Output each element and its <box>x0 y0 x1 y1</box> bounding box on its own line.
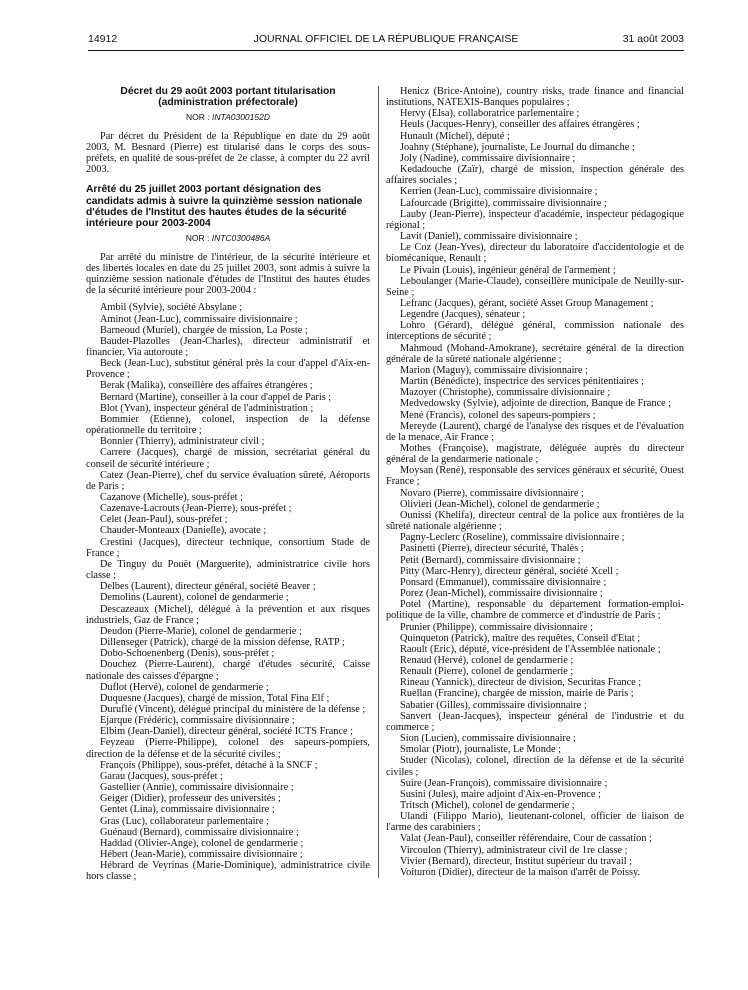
list-item: Vivier (Bernard), directeur, Institut supérieur du travail ; <box>400 855 632 867</box>
journal-title: JOURNAL OFFICIEL DE LA RÉPUBLIQUE FRANÇAISE <box>253 33 519 45</box>
issue-date: 31 août 2003 <box>622 33 684 45</box>
list-item: Lohro (Gérard), délégué général, commission nationale des interceptions de sécurité ; <box>386 320 684 343</box>
list-item: Demolins (Laurent), colonel de gendarmerie ; <box>100 592 289 604</box>
list-item: De Tinguy du Pouët (Marguerite), administratrice civile hors classe ; <box>86 558 370 582</box>
list-item: Dobo-Schoenenberg (Denis), sous-préfet ; <box>100 648 275 660</box>
list-item: Celet (Jean-Paul), sous-préfet ; <box>100 514 228 526</box>
decree1-title: Décret du 29 août 2003 portant titularisation (administration préfectorale) <box>120 86 336 109</box>
nor-code: INTA0300152D <box>212 111 270 122</box>
list-item: Legendre (Jacques), sénateur ; <box>400 309 526 321</box>
list-item: Moysan (René), responsable des services généraux et sécurité, Ouest France ; <box>386 465 684 488</box>
decree1-body: Par décret du Président de la République en date du 29 août 2003, M. Besnard (Pierre) est titularisé dans le corps des sous-préfets, en qualité de sous-préfet de 2e classe, à compter du 22 avril 2003. <box>86 130 370 176</box>
nor-label: NOR : <box>185 232 210 243</box>
list-item: Baudet-Plazolles (Jean-Charles), directeur administratif et financier, Via autoroute ; <box>86 335 370 358</box>
list-item: Kedadouche (Zaïr), chargé de mission, inspection générale des affaires sociales ; <box>386 164 684 187</box>
list-item: Deudon (Pierre-Marie), colonel de gendarmerie ; <box>100 625 302 637</box>
list-item: Suire (Jean-François), commissaire divisionnaire ; <box>400 777 608 789</box>
list-item: Kerrien (Jean-Luc), commissaire divisionnaire ; <box>400 186 598 198</box>
list-item: Mereyde (Laurent), chargé de l'analyse des risques et de l'évaluation de la menace, Air France ; <box>386 420 684 443</box>
list-item: Haddad (Olivier-Ange), colonel de gendarmerie ; <box>100 837 304 849</box>
list-item: Ponsard (Emmanuel), commissaire divisionnaire ; <box>400 576 607 588</box>
list-item: Hébrard de Veyrinas (Marie-Dominique), administratrice civile hors classe ; <box>86 860 370 883</box>
list-item: Duquesne (Jacques), chargé de mission, Total Fina Elf ; <box>100 692 330 704</box>
list-item: Lauby (Jean-Pierre), inspecteur d'académie, inspecteur pédagogique régional ; <box>386 208 684 231</box>
decree2-intro: Par arrêté du ministre de l'intérieur, de la sécurité intérieure et des libertés locales en date du 25 juillet 2003, sont admis à suivre la quinzième session nationale d'études de l'Institut des hautes études de la sécurité intérieure pour 2003-2004 : <box>86 251 370 297</box>
list-item: Henicz (Brice-Antoine), country risks, trade finance and financial institutions, NATEXIS-Banques populaires ; <box>386 86 684 109</box>
list-item: Carrere (Jacques), chargé de mission, secrétariat général du conseil de sécurité intérieure ; <box>86 447 370 470</box>
list-item: Susini (Jules), maire adjoint d'Aix-en-Provence ; <box>400 788 601 800</box>
header-rule <box>88 50 684 51</box>
list-item: Novaro (Pierre), commissaire divisionnaire ; <box>400 487 584 499</box>
list-item: Feyzeau (Pierre-Philippe), colonel des sapeurs-pompiers, direction de la défense et de la sécurité civiles ; <box>86 737 370 760</box>
page-number: 14912 <box>88 33 118 45</box>
list-item: Rineau (Yannick), directeur de division, Securitas France ; <box>400 677 642 689</box>
list-item: Catez (Jean-Pierre), chef du service évaluation sûreté, Aéroports de Paris ; <box>86 469 370 492</box>
left-column <box>86 86 370 882</box>
list-item: Porez (Jean-Michel), commissaire divisionnaire ; <box>400 588 603 600</box>
list-item: Beck (Jean-Luc), substitut général près la cour d'appel d'Aix-en-Provence ; <box>86 358 370 381</box>
list-item: Mahmoud (Mohand-Amokrane), secrétaire général de la direction générale de la sûreté nationale algérienne ; <box>386 342 684 365</box>
list-item: Duflot (Hervé), colonel de gendarmerie ; <box>100 681 269 693</box>
list-item: Pitty (Marc-Henry), directeur général, société Xcell ; <box>400 565 619 577</box>
list-item: Ulandi (Filippo Mario), lieutenant-colonel, officier de liaison de l'arme des carabiniers ; <box>386 811 684 834</box>
list-item: Pagny-Leclerc (Roseline), commissaire divisionnaire ; <box>400 532 625 544</box>
list-item: Joahny (Stéphane), journaliste, Le Journal du dimanche ; <box>400 141 635 153</box>
column-separator <box>378 86 379 878</box>
list-item: Cazanove (Michelle), sous-préfet ; <box>100 492 243 503</box>
decree2-nor <box>86 233 370 244</box>
list-item: Ounissi (Khelifa), directeur central de la police aux frontières de la sûreté nationale algérienne ; <box>386 509 684 533</box>
list-item: Le Coz (Jean-Yves), directeur du laboratoire d'accidentologie et de biomécanique, Renault ; <box>386 242 684 265</box>
list-item: Ejarque (Frédéric), commissaire divisionnaire ; <box>100 715 295 727</box>
list-item: Sion (Lucien), commissaire divisionnaire ; <box>400 733 576 745</box>
decree2-title: Arrêté du 25 juillet 2003 portant désignation des candidats admis à suivre la quinzième session nationale d'études de l'Institut des hautes études de la sécurité intérieure pour 2003-2004 <box>86 184 363 230</box>
list-item: Renault (Pierre), colonel de gendarmerie ; <box>400 666 574 678</box>
list-item: Valat (Jean-Paul), conseiller référendaire, Cour de cassation ; <box>400 833 652 845</box>
list-item: Hervy (Elsa), collaboratrice parlementaire ; <box>400 108 580 120</box>
page-header <box>88 33 684 49</box>
list-item: Voituron (Didier), directeur de la maison d'arrêt de Poissy. <box>400 866 641 878</box>
list-item: Descazeaux (Michel), délégué à la prévention et aux risques industriels, Gaz de France ; <box>86 603 370 626</box>
list-item: Crestini (Jacques), directeur technique, consortium Stade de France ; <box>86 536 370 559</box>
list-item: Mothes (Françoise), magistrate, déléguée auprès du directeur général de la gendarmerie nationale ; <box>386 443 684 466</box>
list-item: Cazenave-Lacrouts (Jean-Pierre), sous-préfet ; <box>100 503 292 515</box>
list-item: Bernard (Martine), conseiller à la cour d'appel de Paris ; <box>100 391 332 403</box>
list-item: Gentet (Lina), commissaire divisionnaire ; <box>100 804 275 816</box>
list-item: Douchez (Pierre-Laurent), chargé d'études sécurité, Caisse nationale des caisses d'épargne ; <box>86 659 370 682</box>
list-item: Raoult (Eric), député, vice-président de l'Assemblée nationale ; <box>400 643 661 655</box>
list-item: Blot (Yvan), inspecteur général de l'administration ; <box>100 402 314 414</box>
list-item: Bonnier (Thierry), administrateur civil ; <box>100 436 265 448</box>
list-item: Dillenseger (Patrick), chargé de la mission défense, RATP ; <box>100 637 345 649</box>
list-item: Gras (Luc), collaborateur parlementaire ; <box>100 815 269 827</box>
list-item: François (Philippe), sous-préfet, détaché à la SNCF ; <box>100 759 318 771</box>
list-item: Petit (Bernard), commissaire divisionnaire ; <box>400 554 581 566</box>
nor-code: INTC0300486A <box>211 232 271 243</box>
list-item: Duruflé (Vincent), délégué principal du ministère de la défense ; <box>100 703 366 715</box>
list-item: Vircoulon (Thierry), administrateur civil de 1re classe ; <box>400 844 628 856</box>
list-item: Mazoyer (Christophe), commissaire divisionnaire ; <box>400 387 611 399</box>
list-item: Pasinetti (Pierre), directeur sécurité, Thalès ; <box>400 543 584 555</box>
list-item: Smolar (Piotr), journaliste, Le Monde ; <box>400 744 562 756</box>
list-item: Sanvert (Jean-Jacques), inspecteur général de l'industrie et du commerce ; <box>386 710 684 733</box>
list-item: Mené (Francis), colonel des sapeurs-pompiers ; <box>400 409 596 421</box>
list-item: Heuls (Jacques-Henry), conseiller des affaires étrangères ; <box>400 119 640 131</box>
list-item: Quinqueton (Patrick), maître des requêtes, Conseil d'Etat ; <box>400 632 641 644</box>
list-item: Lefranc (Jacques), gérant, société Asset Group Management ; <box>400 297 654 309</box>
list-item: Chauder-Monteaux (Danielle), avocate ; <box>100 525 267 537</box>
list-item: Delbes (Laurent), directeur général, société Beaver ; <box>100 581 316 593</box>
right-entry-list <box>386 86 684 878</box>
list-item: Prunier (Philippe), commissaire divisionnaire ; <box>400 621 594 633</box>
list-item: Sabatier (Gilles), commissaire divisionnaire ; <box>400 699 587 711</box>
list-item: Potel (Martine), responsable du département formation-emploi-politique de la ville, chambre de commerce et d'industrie de Paris ; <box>386 599 684 622</box>
list-item: Aminot (Jean-Luc), commissaire divisionnaire ; <box>100 313 298 325</box>
list-item: Tritsch (Michel), colonel de gendarmerie ; <box>400 800 575 811</box>
list-item: Renaud (Hervé), colonel de gendarmerie ; <box>400 654 574 666</box>
list-item: Berak (Malika), conseillère des affaires étrangères ; <box>100 380 313 392</box>
list-item: Ambil (Sylvie), société Absylane ; <box>100 302 243 314</box>
list-item: Le Pivain (Louis), ingénieur général de l'armement ; <box>400 264 616 276</box>
left-entry-list <box>86 302 370 882</box>
nor-label: NOR : <box>186 111 210 122</box>
list-item: Joly (Nadine), commissaire divisionnaire ; <box>400 152 576 164</box>
list-item: Guénaud (Bernard), commissaire divisionnaire ; <box>100 826 299 838</box>
list-item: Olivieri (Jean-Michel), colonel de gendarmerie ; <box>400 498 600 510</box>
list-item: Bommier (Etienne), colonel, inspection de la défense opérationnelle du territoire ; <box>86 413 370 437</box>
list-item: Gastellier (Annie), commissaire divisionnaire ; <box>100 782 294 794</box>
list-item: Martin (Bénédicte), inspectrice des services pénitentiaires ; <box>400 376 644 388</box>
list-item: Ruellan (Francine), chargée de mission, mairie de Paris ; <box>400 688 634 700</box>
list-item: Elbim (Jean-Daniel), directeur général, société ICTS France ; <box>100 726 354 738</box>
list-item: Geiger (Didier), professeur des universités ; <box>100 793 281 805</box>
list-item: Lavit (Daniel), commissaire divisionnaire ; <box>400 231 578 243</box>
right-column <box>386 86 684 878</box>
decree1-nor <box>86 112 370 123</box>
list-item: Lafourcade (Brigitte), commissaire divisionnaire ; <box>400 197 607 209</box>
list-item: Barneoud (Muriel), chargée de mission, La Poste ; <box>100 324 308 336</box>
list-item: Leboulanger (Marie-Claude), conseillère municipale de Neuilly-sur-Seine ; <box>386 275 684 298</box>
list-item: Hébert (Jean-Marie), commissaire divisionnaire ; <box>100 849 303 860</box>
list-item: Medvedowsky (Sylvie), adjointe de direction, Banque de France ; <box>400 398 672 410</box>
list-item: Studer (Nicolas), colonel, direction de la défense et de la sécurité civiles ; <box>386 755 684 778</box>
list-item: Marion (Maguy), commissaire divisionnaire ; <box>400 364 588 376</box>
list-item: Hunault (Michel), député ; <box>400 130 510 142</box>
list-item: Garau (Jacques), sous-préfet ; <box>100 770 223 782</box>
